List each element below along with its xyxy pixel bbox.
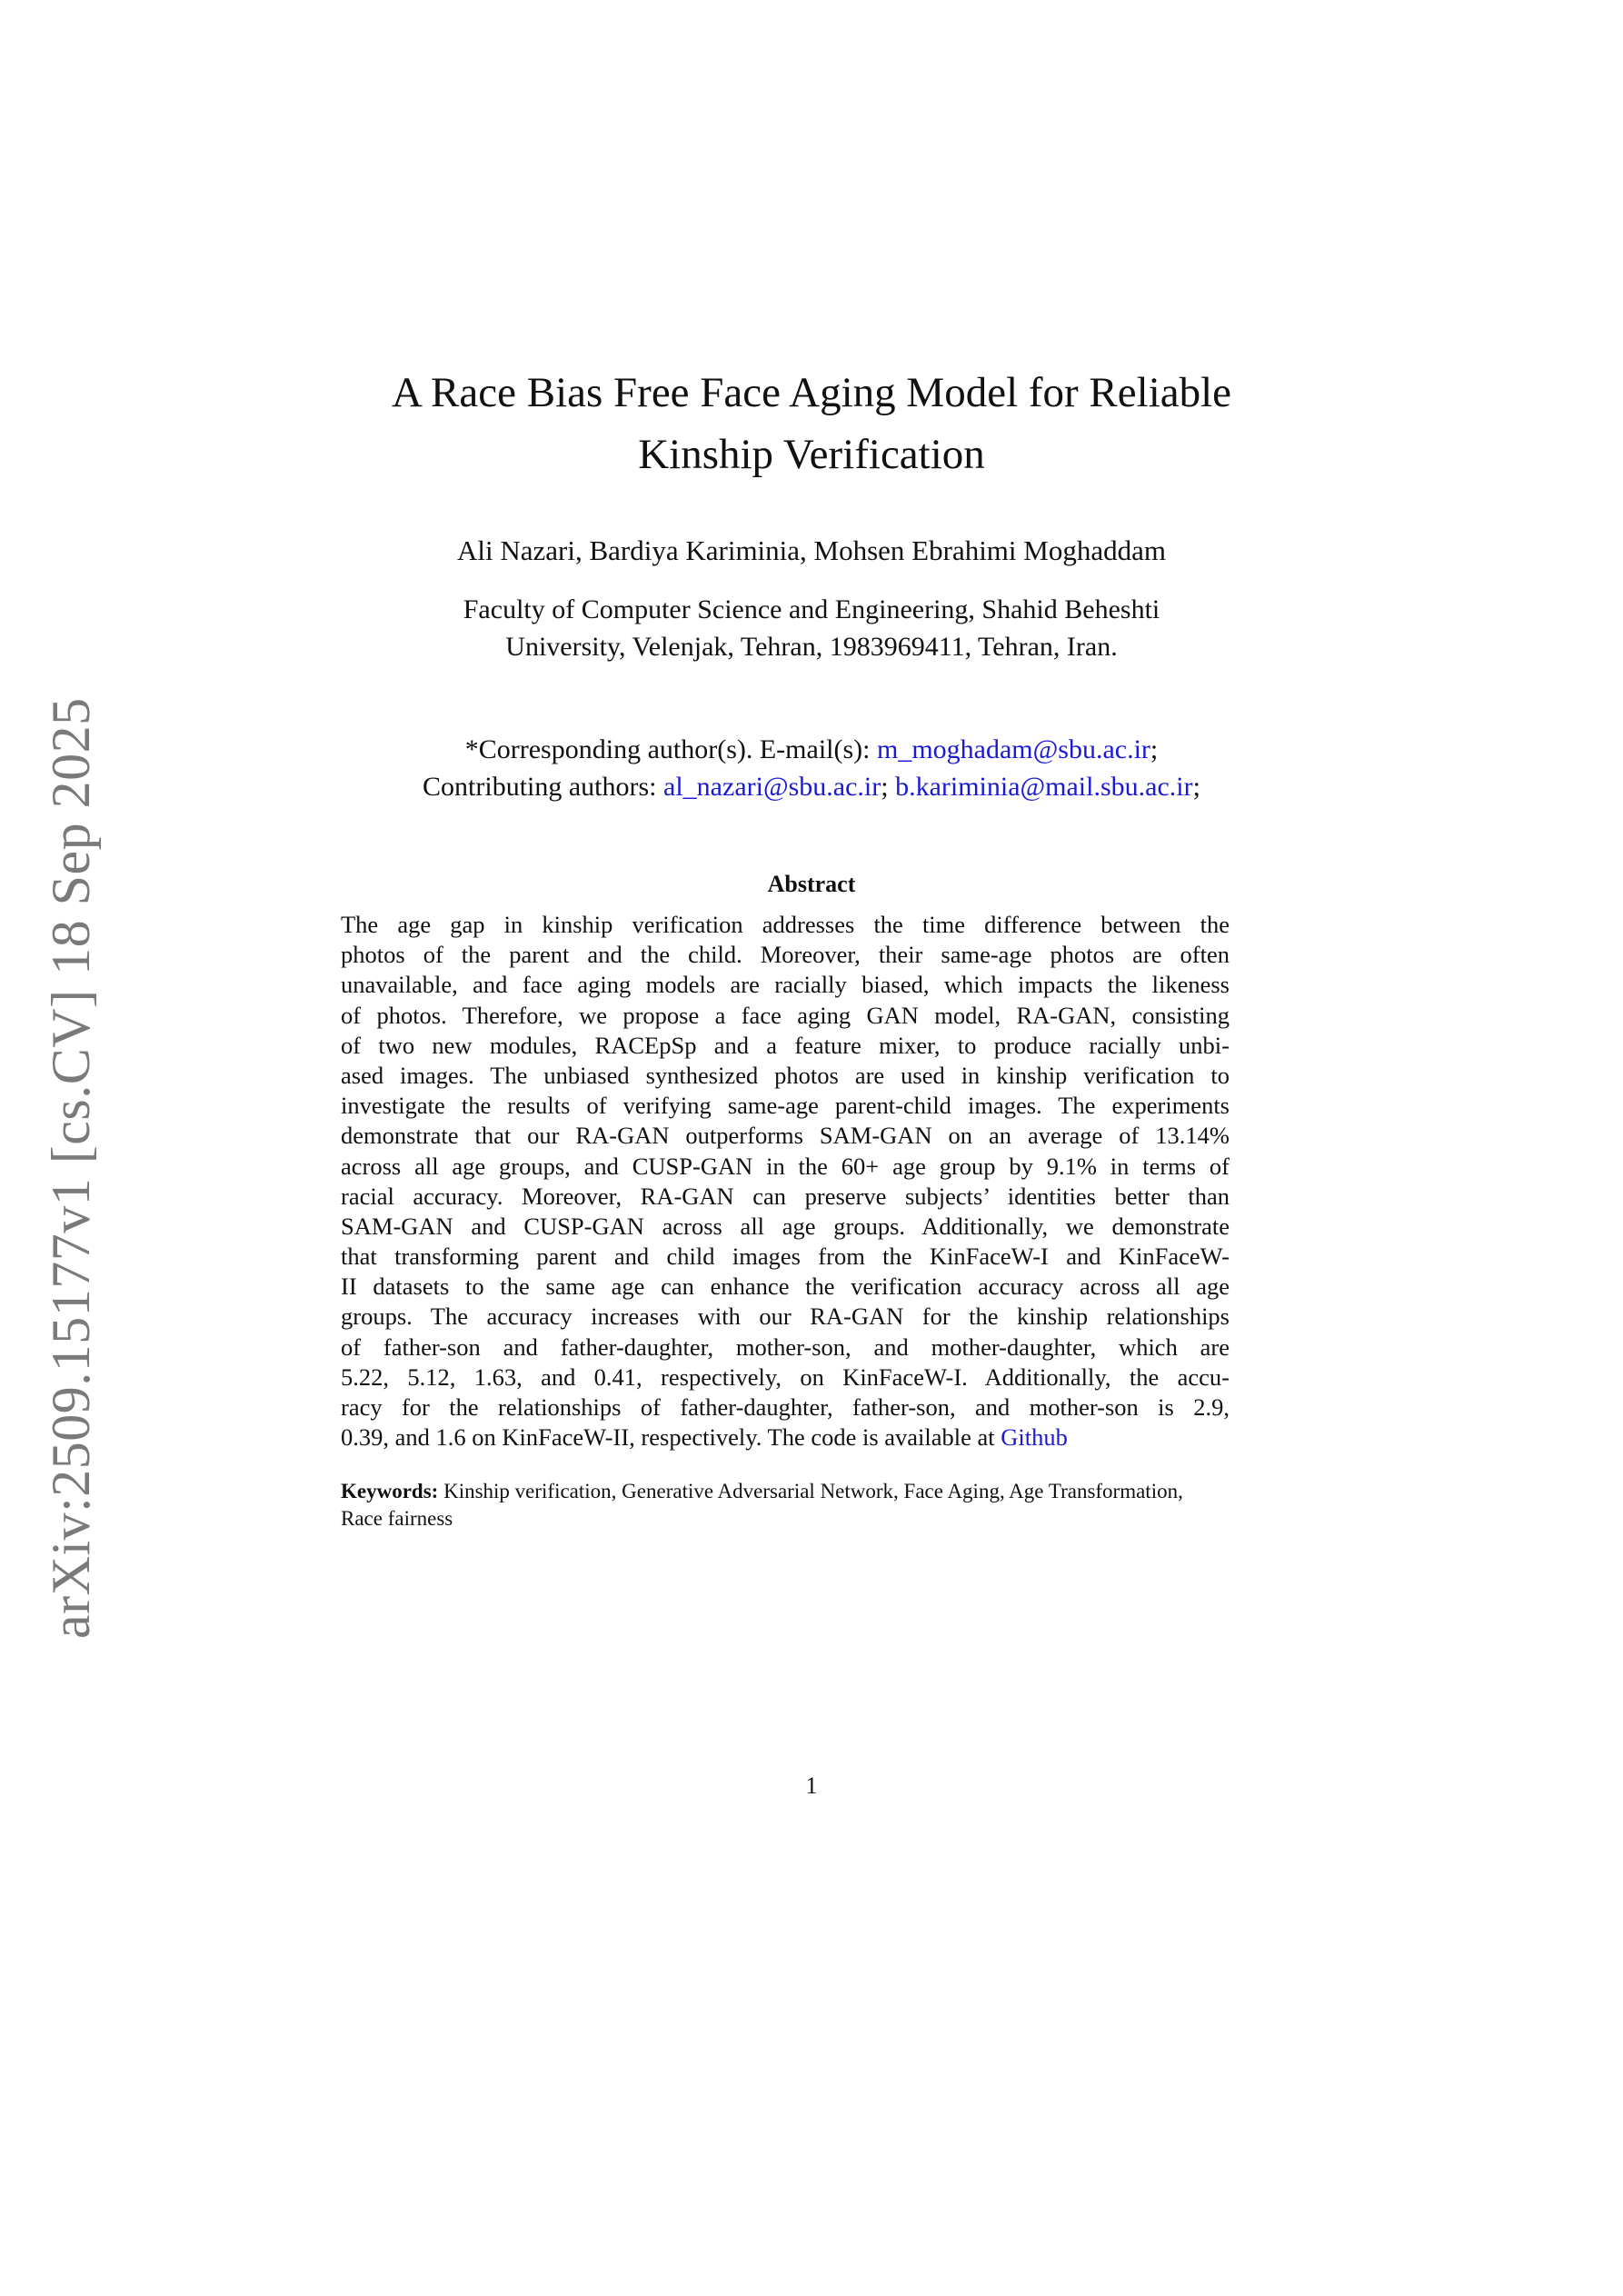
keywords-text: Kinship verification, Generative Adversarial Network, Face Aging, Age Transformation, Race fairness — [341, 1480, 1183, 1530]
contrib-email-link-2[interactable]: b.kariminia@mail.sbu.ac.ir — [895, 772, 1193, 802]
contributing-authors-line — [0, 768, 1623, 805]
abstract-line: racy for the relationships of father-daughter, father-son, and mother-son is 2.9, — [341, 1393, 1230, 1421]
affiliation — [0, 591, 1623, 665]
separator: ; — [1150, 734, 1159, 764]
abstract-line: The age gap in kinship verification addresses the time difference between the — [341, 911, 1230, 938]
corresponding-email-link[interactable]: m_moghadam@sbu.ac.ir — [877, 734, 1150, 764]
abstract-line: SAM-GAN and CUSP-GAN across all age groups. Additionally, we demonstrate — [341, 1212, 1230, 1240]
abstract-line: that transforming parent and child images from the KinFaceW-I and KinFaceW- — [341, 1243, 1230, 1271]
abstract-line: of two new modules, RACEpSp and a feature mixer, to produce racially unbi- — [341, 1031, 1230, 1059]
abstract-heading: Abstract — [767, 871, 856, 897]
abstract-line: investigate the results of verifying same-age parent-child images. The experiments — [341, 1092, 1230, 1120]
abstract-line: across all age groups, and CUSP-GAN in the 60+ age group by 9.1% in terms of — [341, 1152, 1230, 1180]
affiliation-line: Faculty of Computer Science and Engineering, Shahid Beheshti — [463, 594, 1160, 624]
github-link[interactable]: Github — [1001, 1423, 1068, 1452]
keywords-label: Keywords: — [341, 1480, 439, 1502]
abstract-line: of photos. Therefore, we propose a face aging GAN model, RA-GAN, consisting — [341, 1001, 1230, 1029]
abstract-line: II datasets to the same age can enhance the verification accuracy across all age — [341, 1273, 1230, 1301]
contrib-email-link-1[interactable]: al_nazari@sbu.ac.ir — [663, 772, 881, 802]
abstract-line: demonstrate that our RA-GAN outperforms SAM-GAN on an average of 13.14% — [341, 1122, 1230, 1150]
abstract-line: ased images. The unbiased synthesized photos are used in kinship verification to — [341, 1061, 1230, 1089]
separator: ; — [1192, 772, 1200, 802]
correspondence — [0, 731, 1623, 805]
page-number: 1 — [805, 1772, 818, 1799]
title-line: A Race Bias Free Face Aging Model for Reliable — [391, 369, 1232, 416]
abstract-line: racial accuracy. Moreover, RA-GAN can preserve subjects’ identities better than — [341, 1182, 1230, 1210]
abstract-body — [341, 910, 1230, 1452]
paper-title — [0, 362, 1623, 485]
abstract-line — [341, 1423, 1230, 1452]
abstract-line: 5.22, 5.12, 1.63, and 0.41, respectively, on KinFaceW-I. Additionally, the accu- — [341, 1363, 1230, 1391]
corresponding-author-line — [0, 731, 1623, 768]
author-list: Ali Nazari, Bardiya Kariminia, Mohsen Ebrahimi Moghaddam — [457, 534, 1166, 566]
keywords — [341, 1478, 1230, 1532]
affiliation-line: University, Velenjak, Tehran, 1983969411, Tehran, Iran. — [505, 632, 1118, 662]
abstract-line: of father-son and father-daughter, mother-son, and mother-daughter, which are — [341, 1333, 1230, 1361]
abstract-line: groups. The accuracy increases with our RA-GAN for the kinship relationships — [341, 1303, 1230, 1331]
corresponding-label: *Corresponding author(s). E-mail(s): — [464, 734, 877, 764]
abstract-line: unavailable, and face aging models are racially biased, which impacts the likeness — [341, 971, 1230, 999]
arxiv-identifier-stamp: arXiv:2509.15177v1 [cs.CV] 18 Sep 2025 — [41, 697, 101, 1639]
abstract-line: photos of the parent and the child. Moreover, their same-age photos are often — [341, 941, 1230, 969]
title-line: Kinship Verification — [638, 431, 985, 478]
abstract-last-line-text: 0.39, and 1.6 on KinFaceW-II, respectively. The code is available at — [341, 1423, 1001, 1452]
contributing-label: Contributing authors: — [423, 772, 664, 802]
separator: ; — [881, 772, 896, 802]
